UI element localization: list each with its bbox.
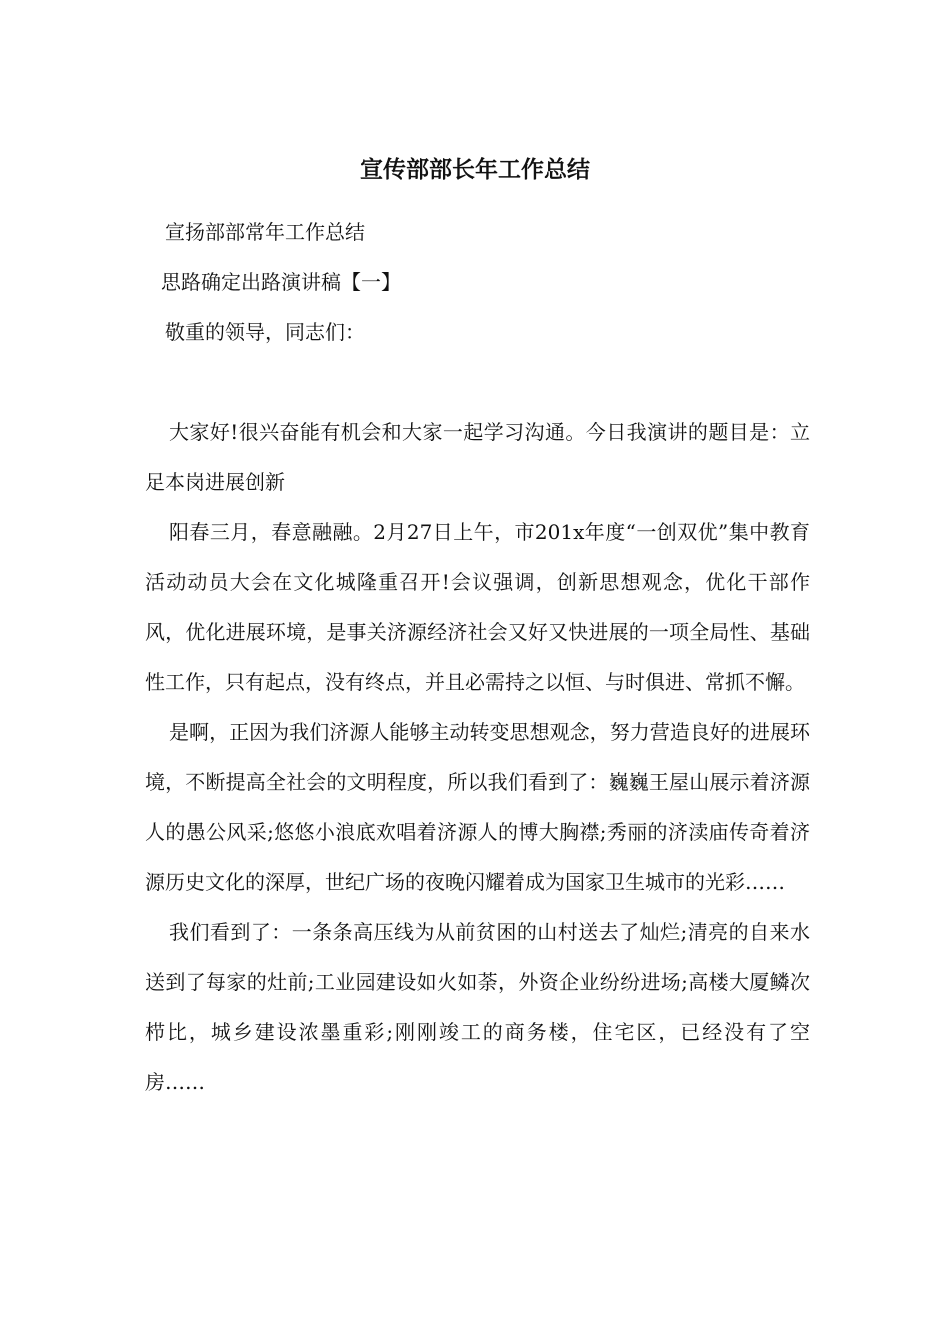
subtitle-line: 宣扬部部常年工作总结: [165, 220, 365, 244]
paragraph: 是啊，正因为我们济源人能够主动转变思想观念，努力营造良好的进展环境，不断提高全社会的文明程度，所以我们看到了：巍巍王屋山展示着济源人的愚公风采;悠悠小浪底欢唱着济源人的博大胸襟;秀丽的济渎庙传奇着济源历史文化的深厚，世纪广场的夜晚闪耀着成为国家卫生城市的光彩……: [145, 720, 810, 894]
paragraph: 大家好!很兴奋能有机会和大家一起学习沟通。今日我演讲的题目是：立足本岗进展创新: [145, 420, 810, 494]
speech-title-line: 思路确定出路演讲稿【一】: [161, 270, 401, 294]
paragraph: 我们看到了：一条条高压线为从前贫困的山村送去了灿烂;清亮的自来水送到了每家的灶前;工业园建设如火如荼，外资企业纷纷进场;高楼大厦鳞次栉比，城乡建设浓墨重彩;刚刚竣工的商务楼，住宅区，已经没有了空房……: [145, 920, 810, 1094]
salutation-line: 敬重的领导，同志们：: [165, 320, 365, 344]
document-title: 宣传部部长年工作总结: [360, 156, 590, 183]
blank-line: [145, 357, 810, 407]
paragraph: 阳春三月，春意融融。2月27日上午，市201x年度“一创双优”集中教育活动动员大会在文化城隆重召开!会议强调，创新思想观念，优化干部作风，优化进展环境，是事关济源经济社会又好又快进展的一项全局性、基础性工作，只有起点，没有终点，并且必需持之以恒、与时俱进、常抓不懈。: [145, 520, 810, 694]
document-body: [145, 207, 810, 1107]
